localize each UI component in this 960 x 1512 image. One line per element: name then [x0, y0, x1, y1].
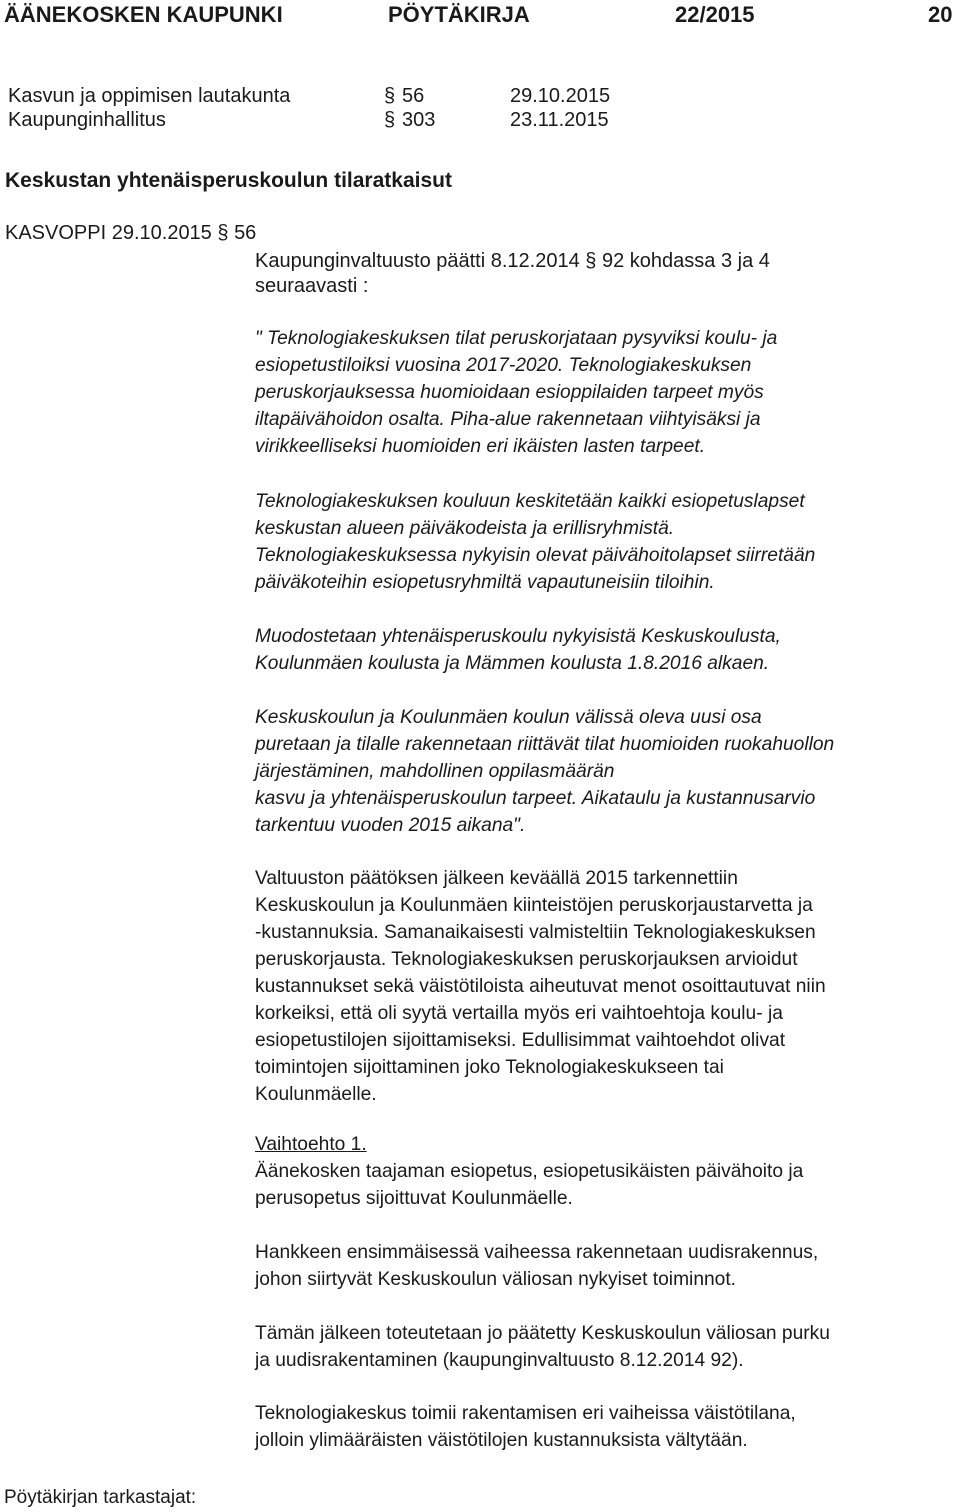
- option-paragraph-1: Äänekosken taajaman esiopetus, esiopetusikäisten päivähoito ja perusopetus sijoittuvat Koulunmäelle.: [255, 1161, 804, 1209]
- meeting-section-1: 56: [402, 85, 425, 107]
- municipality-name: ÄÄNEKOSKEN KAUPUNKI: [4, 2, 283, 27]
- section-symbol: §: [585, 250, 597, 272]
- intro-line-1: [255, 249, 770, 273]
- option-paragraph-3: Tämän jälkeen toteutetaan jo päätetty Keskuskoulun väliosan purku ja uudisrakentaminen (kaupunginvaltuusto 8.12.2014 92).: [255, 1323, 830, 1371]
- footer-label: Pöytäkirjan tarkastajat:: [4, 1487, 197, 1508]
- meeting-date-1: 29.10.2015: [510, 85, 611, 107]
- reference-text: KASVOPPI 29.10.2015: [5, 222, 212, 244]
- intro-text: Kaupunginvaltuusto päätti 8.12.2014: [255, 250, 580, 272]
- meeting-body-2: Kaupunginhallitus: [8, 109, 166, 131]
- meeting-section-2: 303: [402, 109, 436, 131]
- reference-line: [5, 221, 256, 245]
- meeting-date-2: 23.11.2015: [510, 109, 609, 131]
- section-symbol: §: [384, 109, 396, 131]
- section-symbol: §: [384, 85, 396, 107]
- document-type: PÖYTÄKIRJA: [388, 2, 530, 27]
- body-paragraph-1: Valtuuston päätöksen jälkeen keväällä 2015 tarkennettiin Keskuskoulun ja Koulunmäen kiinteistöjen peruskorjaustarvetta ja -kustannuksia. Samanaikaisesti valmisteltiin Teknologiakeskuksen peruskorjausta. Teknologiakeskuksen peruskorjauksen arvioidut kustannukset sekä väistötiloista aiheutuvat menot osoittautuvat niin korkeiksi, että oli syytä vertailla myös eri vaihtoehtoja koulu- ja esiopetustilojen sijoittamiseksi. Edullisimmat vaihtoehdot olivat toimintojen sijoittaminen joko Teknologiakeskukseen tai Koulunmäelle.: [255, 868, 826, 1105]
- section-symbol: §: [217, 222, 229, 244]
- option-paragraph-2: Hankkeen ensimmäisessä vaiheessa rakennetaan uudisrakennus, johon siirtyvät Keskuskoulun väliosan nykyiset toiminnot.: [255, 1242, 819, 1290]
- option-paragraph-4: Teknologiakeskus toimii rakentamisen eri vaiheissa väistötilana, jolloin ylimääräisten väistötilojen kustannuksista vältytään.: [255, 1403, 796, 1451]
- quote-paragraph-4: Keskuskoulun ja Koulunmäen koulun välissä oleva uusi osa puretaan ja tilalle rakennetaan riittävät tilat huomioiden ruokahuollon järjestäminen, mahdollinen oppilasmäärän kasvu ja yhtenäisperuskoulun tarpeet. Aikataulu ja kustannusarvio tarkentuu vuoden 2015 aikana".: [255, 707, 835, 836]
- intro-line-2: seuraavasti :: [255, 275, 369, 297]
- quote-paragraph-3: Muodostetaan yhtenäisperuskoulu nykyisistä Keskuskoulusta, Koulunmäen koulusta ja Mämmen koulusta 1.8.2016 alkaen.: [255, 626, 781, 674]
- meeting-body-1: Kasvun ja oppimisen lautakunta: [8, 85, 291, 107]
- reference-number: 56: [234, 222, 257, 244]
- section-title: Keskustan yhtenäisperuskoulun tilaratkaisut: [5, 169, 452, 192]
- quote-paragraph-1: " Teknologiakeskuksen tilat peruskorjataan pysyviksi koulu- ja esiopetustiloiksi vuosina 2017-2020. Teknologiakeskuksen peruskorjauksessa huomioidaan esioppilaiden tarpeet myös iltapäivähoidon osalta. Piha-alue rakennetaan viihtyisäksi ja virikkeelliseksi huomioiden eri ikäisten lasten tarpeet.: [255, 328, 778, 457]
- page-number: 20: [928, 2, 953, 27]
- quote-paragraph-2: Teknologiakeskuksen kouluun keskitetään kaikki esiopetuslapset keskustan alueen päiväkodeista ja erillisryhmistä. Teknologiakeskuksessa nykyisin olevat päivähoitolapset siirretään päiväkoteihin esiopetusryhmiltä vapautuneisiin tiloihin.: [255, 491, 816, 593]
- intro-text-2: 92 kohdassa 3 ja 4: [601, 250, 770, 272]
- option-heading: Vaihtoehto 1.: [255, 1134, 367, 1155]
- document-number: 22/2015: [675, 2, 755, 27]
